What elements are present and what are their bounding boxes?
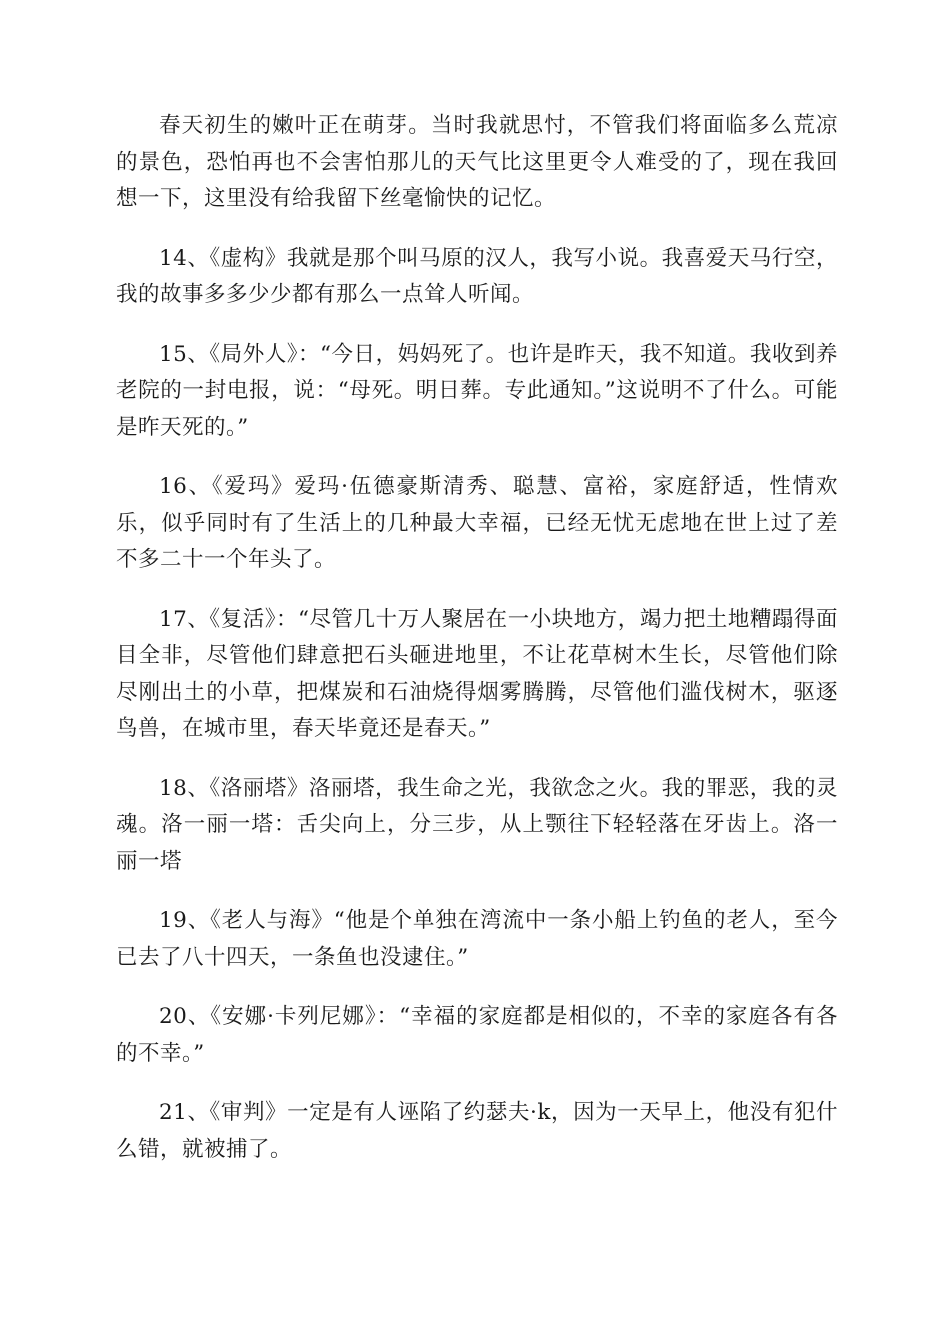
paragraph: 18、《洛丽塔》洛丽塔，我生命之光，我欲念之火。我的罪恶，我的灵魂。洛一丽一塔：舌尖向上，分三步，从上颚往下轻轻落在牙齿上。洛一丽一塔 bbox=[116, 775, 838, 874]
paragraph: 17、《复活》：“尽管几十万人聚居在一小块地方，竭力把土地糟蹋得面目全非，尽管他们肆意把石头砸进地里，不让花草树木生长，尽管他们除尽刚出土的小草，把煤炭和石油烧得烟雾腾腾，尽管他们滥伐树木，驱逐鸟兽，在城市里，春天毕竟还是春天。” bbox=[116, 606, 838, 741]
document-page bbox=[116, 108, 838, 1191]
paragraph: 19、《老人与海》“他是个单独在湾流中一条小船上钓鱼的老人，至今已去了八十四天，一条鱼也没逮住。” bbox=[116, 908, 838, 970]
paragraph: 春天初生的嫩叶正在萌芽。当时我就思忖，不管我们将面临多么荒凉的景色，恐怕再也不会害怕那儿的天气比这里更令人难受的了，现在我回想一下，这里没有给我留下丝毫愉快的记忆。 bbox=[116, 113, 838, 211]
paragraph: 15、《局外人》：“今日，妈妈死了。也许是昨天，我不知道。我收到养老院的一封电报，说：“母死。明日葬。专此通知。”这说明不了什么。可能是昨天死的。” bbox=[116, 341, 838, 440]
paragraph: 20、《安娜·卡列尼娜》：“幸福的家庭都是相似的，不幸的家庭各有各的不幸。” bbox=[116, 1004, 838, 1066]
paragraph: 21、《审判》一定是有人诬陷了约瑟夫·k，因为一天早上，他没有犯什么错，就被捕了。 bbox=[116, 1100, 838, 1162]
paragraph: 14、《虚构》我就是那个叫马原的汉人，我写小说。我喜爱天马行空，我的故事多多少少都有那么一点耸人听闻。 bbox=[116, 245, 838, 307]
paragraph: 16、《爱玛》爱玛·伍德豪斯清秀、聪慧、富裕，家庭舒适，性情欢乐，似乎同时有了生活上的几种最大幸福，已经无忧无虑地在世上过了差不多二十一个年头了。 bbox=[116, 474, 838, 572]
